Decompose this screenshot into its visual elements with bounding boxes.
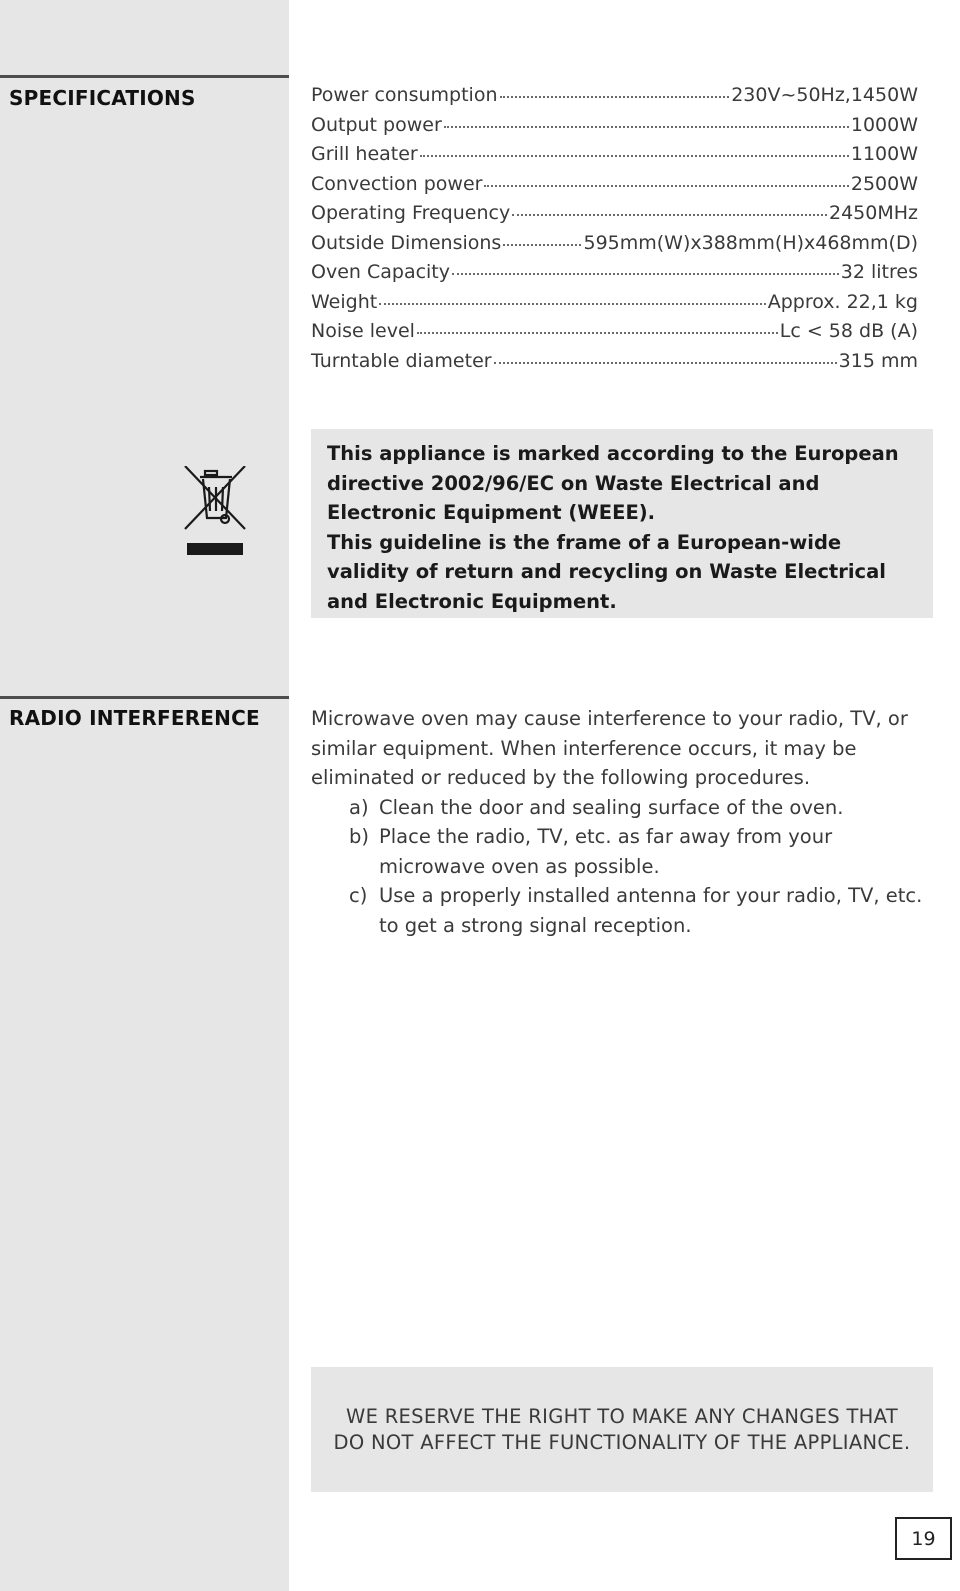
spec-row [311,114,918,144]
radio-interference-intro: Microwave oven may cause interference to your radio, TV, or similar equipment. When interference occurs, it may be eliminated or reduced by the following procedures. [311,707,908,789]
procedure-marker: b) [349,825,369,848]
section-rule [0,696,289,699]
left-margin-band [0,0,289,1591]
spec-name: Oven Capacity [311,261,451,283]
spec-name: Weight [311,290,378,313]
spec-row [311,261,918,291]
spec-value: 2500W [850,172,918,195]
weee-notice-box [311,429,933,618]
weee-paragraph: This appliance is marked according to the European directive 2002/96/EC on Waste Electrical and Electronic Equipment (WEEE). [327,442,899,524]
page-number: 19 [895,1517,952,1560]
spec-name: Grill heater [311,143,418,165]
procedure-list [311,793,936,941]
procedure-item [311,822,936,881]
spec-row [311,202,918,232]
spec-value: Approx. 22,1 kg [767,290,918,313]
dot-leader [420,154,849,157]
spec-name: Noise level [311,320,415,342]
weee-paragraph: This guideline is the frame of a European-wide validity of return and recycling on Waste Electrical and Electronic Equipment. [327,530,886,613]
specifications-list [311,84,918,379]
crossed-out-wheelie-bin-icon [183,466,247,562]
dot-leader [417,331,778,334]
spec-row [311,173,918,203]
spec-value: 230V~50Hz,1450W [731,84,918,106]
radio-interference-heading: RADIO INTERFERENCE [9,706,260,730]
spec-name: Convection power [311,172,483,195]
dot-leader [500,95,730,98]
procedure-item [311,881,936,940]
procedure-item [311,793,936,823]
spec-row [311,350,918,380]
dot-leader [444,125,849,128]
dot-leader [503,243,581,246]
spec-value: 32 litres [840,261,918,283]
section-rule [0,75,289,78]
spec-row [311,84,918,114]
notice-text: WE RESERVE THE RIGHT TO MAKE ANY CHANGES THAT DO NOT AFFECT THE FUNCTIONALITY OF THE APPLIANCE. [333,1405,911,1454]
spec-name: Output power [311,113,442,136]
dot-leader [494,361,837,364]
reserve-rights-notice [311,1367,933,1492]
spec-value: Lc < 58 dB (A) [779,320,918,342]
procedure-marker: c) [349,884,368,907]
spec-name: Outside Dimensions [311,231,502,254]
procedure-text: Use a properly installed antenna for your radio, TV, etc. to get a strong signal reception. [379,884,923,937]
spec-name: Power consumption [311,84,498,106]
spec-value: 2450MHz [828,202,918,224]
dot-leader [379,302,766,305]
procedure-text: Place the radio, TV, etc. as far away from your microwave oven as possible. [379,825,833,878]
spec-value: 595mm(W)x388mm(H)x468mm(D) [583,231,918,254]
spec-value: 1000W [850,113,918,136]
specifications-heading: SPECIFICATIONS [9,86,196,110]
spec-name: Turntable diameter [311,349,492,372]
dot-leader [512,213,827,216]
spec-name: Operating Frequency [311,202,511,224]
dot-leader [452,272,839,275]
spec-value: 1100W [850,143,918,165]
radio-interference-body [311,704,936,940]
spec-row [311,320,918,350]
dot-leader [484,184,848,187]
spec-row [311,232,918,262]
spec-value: 315 mm [838,349,918,372]
spec-row [311,291,918,321]
procedure-marker: a) [349,795,369,819]
spec-row [311,143,918,173]
procedure-text: Clean the door and sealing surface of the oven. [379,795,844,819]
